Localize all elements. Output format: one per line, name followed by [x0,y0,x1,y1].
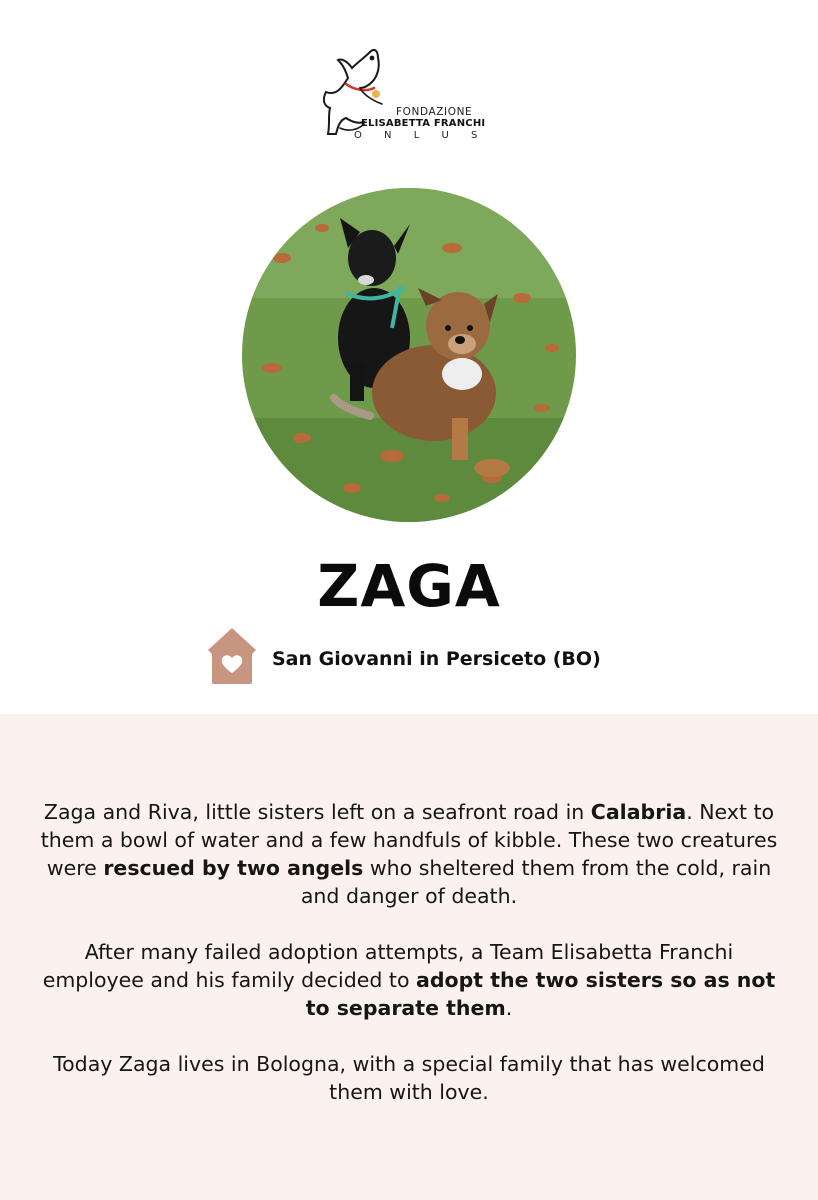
dog-photo [242,188,576,522]
story-paragraph-3: Today Zaga lives in Bologna, with a special family that has welcomed them with love. [53,1052,765,1104]
story-paragraph-2: After many failed adoption attempts, a Team Elisabetta Franchi employee and his family decided to adopt the two sisters so as not to separate them. [42,940,776,1020]
story-text [40,798,778,1134]
home-heart-icon [206,626,258,684]
foundation-logo [318,44,498,148]
dog-photo-illustration [242,188,576,522]
story-paragraph-1: Zaga and Riva, little sisters left on a seafront road in Calabria. Next to them a bowl of water and a few handfuls of kibble. These two creatures were rescued by two angels who sheltered them from the cold, rain and danger of death. [40,800,778,908]
dog-logo-icon [318,44,408,144]
dog-name-title: ZAGA [317,552,501,620]
logo-line-onlus: O N L U S [354,130,487,141]
story-panel [0,714,818,1200]
logo-line-fondazione: FONDAZIONE [396,106,473,118]
location-text: San Giovanni in Persiceto (BO) [272,648,601,670]
logo-line-name: ELISABETTA FRANCHI [361,118,486,129]
